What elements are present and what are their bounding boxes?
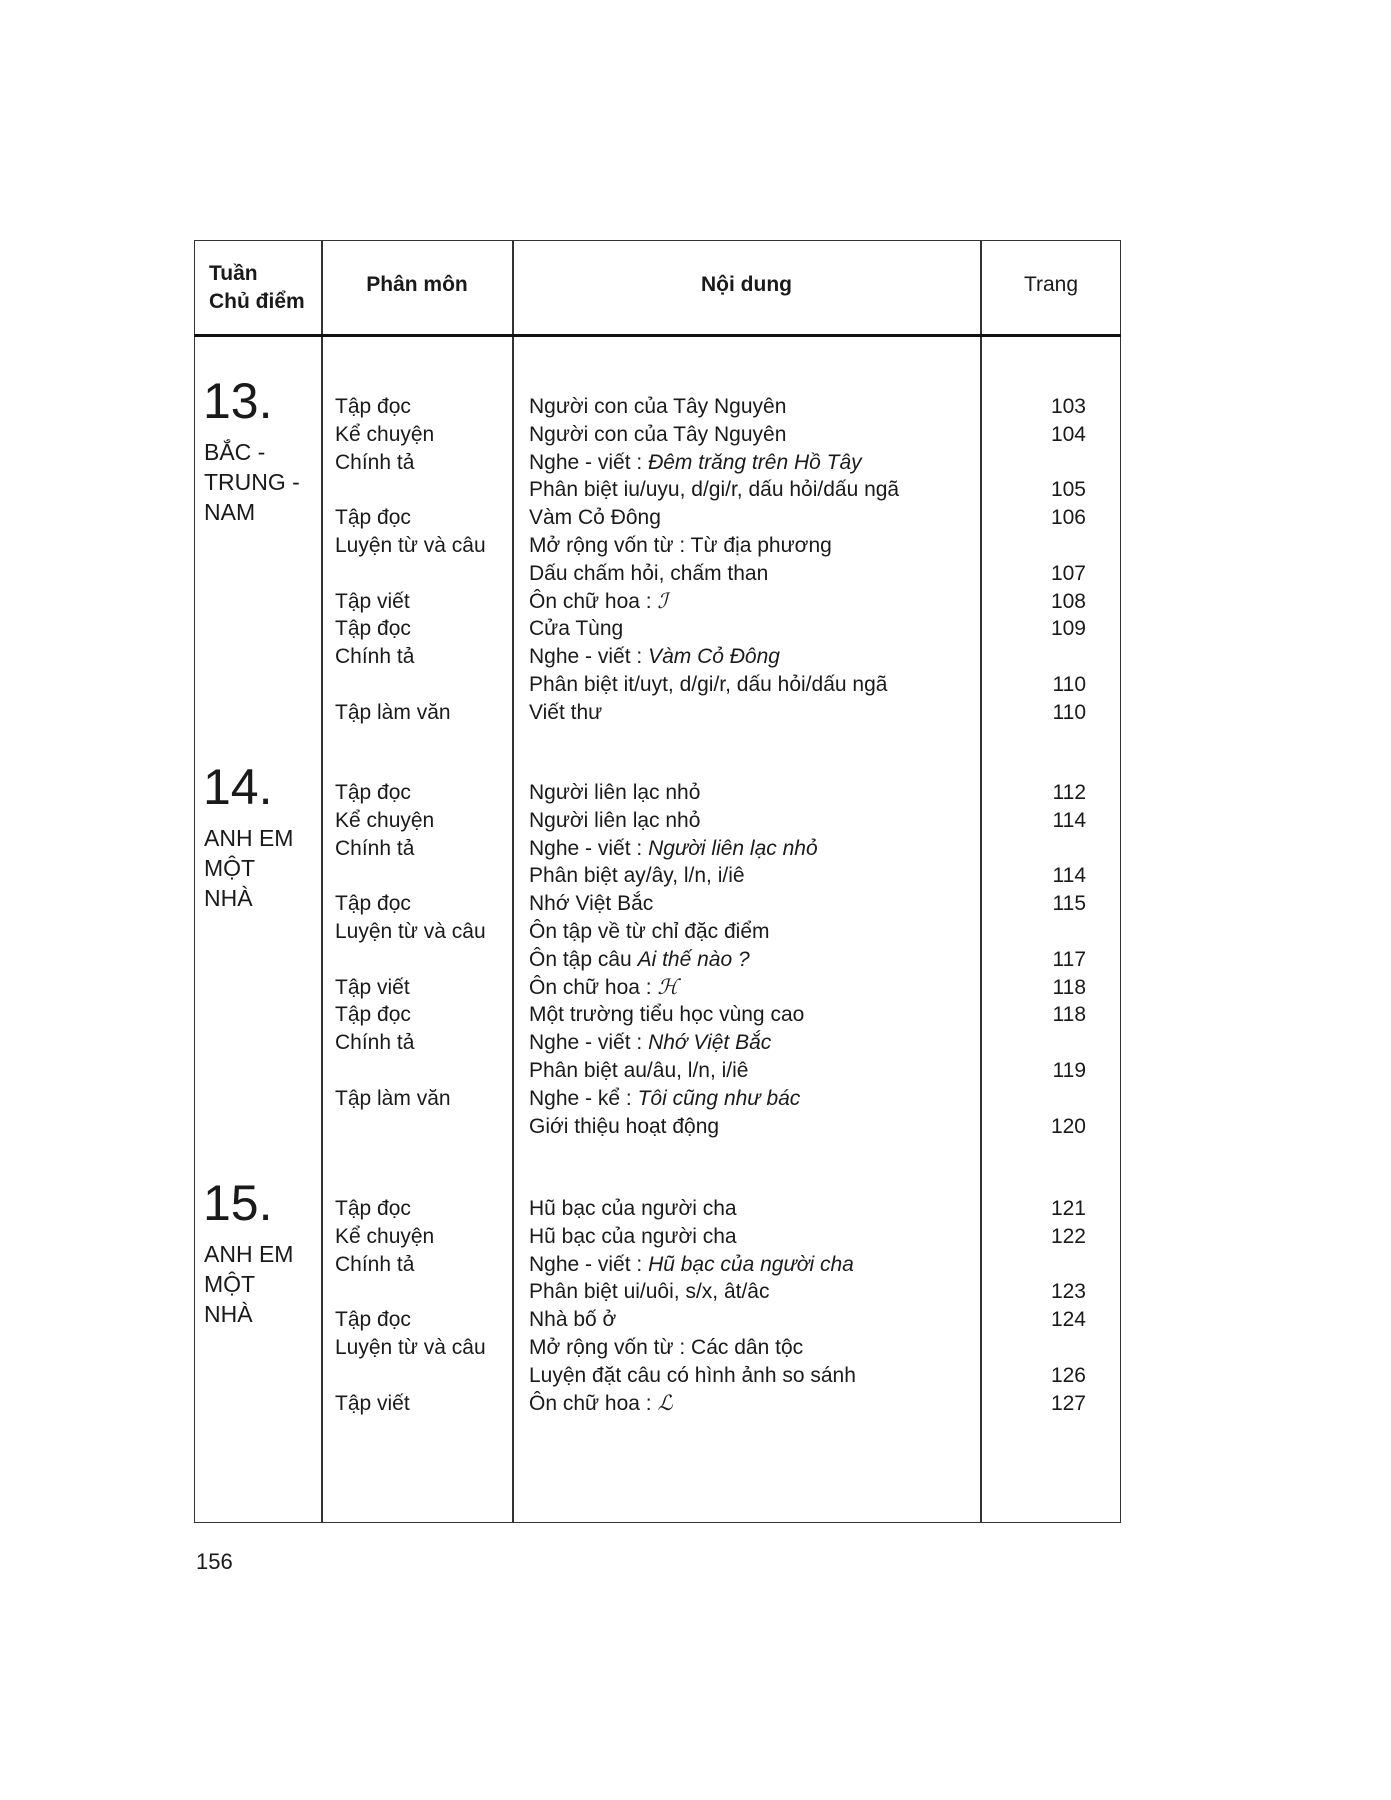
lesson-text: Một trường tiểu học vùng cao <box>529 1003 805 1027</box>
topic-line: ANH EM <box>204 1241 294 1267</box>
subject: Tập viết <box>335 975 410 999</box>
subject: Luyện từ và câu <box>335 534 486 557</box>
lesson-content <box>529 807 700 835</box>
page-ref: 118 <box>1052 975 1086 999</box>
subject: Luyện từ và câu <box>335 1336 486 1359</box>
lesson-text: Nghe - viết : <box>529 1252 649 1276</box>
lesson-content <box>529 946 750 974</box>
lesson-content <box>529 393 786 421</box>
subject: Chính tả <box>335 450 415 474</box>
header-subject: Phân môn <box>366 273 468 296</box>
lesson-content <box>529 588 667 616</box>
header-content: Nội dung <box>701 273 792 296</box>
page-ref: 107 <box>1050 561 1086 585</box>
lesson-content <box>529 1001 804 1029</box>
lesson-content <box>529 862 745 890</box>
lesson-title-italic: Nhớ Việt Bắc <box>648 1031 772 1055</box>
header-week-topic <box>209 260 305 316</box>
topic-line: ANH EM <box>204 825 294 851</box>
subject: Kể chuyện <box>335 808 435 832</box>
subject: Luyện từ và câu <box>335 920 486 943</box>
topic-line: BẮC - <box>204 439 266 465</box>
lesson-content <box>529 1362 856 1390</box>
lesson-text: Nghe - kể : <box>529 1086 638 1110</box>
page-ref: 126 <box>1050 1363 1086 1387</box>
lesson-content <box>529 1113 719 1141</box>
lesson-text: Phân biệt au/âu, l/n, i/iê <box>529 1059 749 1082</box>
column-divider <box>321 240 323 1523</box>
page-ref: 127 <box>1050 1391 1086 1415</box>
lesson-title-italic: ℐ <box>657 589 668 613</box>
page-ref: 120 <box>1050 1114 1086 1138</box>
lesson-content <box>529 699 602 727</box>
page-ref: 103 <box>1050 395 1086 418</box>
lesson-text: Nghe - viết : <box>529 645 649 669</box>
lesson-title-italic: ℋ <box>657 975 679 999</box>
subject: Tập đọc <box>335 1003 411 1027</box>
topic-line: NHÀ <box>204 1301 253 1327</box>
page-ref: 123 <box>1050 1280 1086 1304</box>
lesson-content <box>529 1085 800 1113</box>
lesson-content <box>529 615 623 643</box>
lesson-text: Người con của Tây Nguyên <box>529 422 787 446</box>
header-topic: Chủ điểm <box>209 290 305 313</box>
header-page: Trang <box>1023 273 1079 296</box>
subject: Tập đọc <box>335 395 411 418</box>
page-ref: 122 <box>1050 1224 1086 1248</box>
lesson-text: Nghe - viết : <box>529 1031 649 1055</box>
lesson-text: Người liên lạc nhỏ <box>529 781 701 804</box>
lesson-content <box>529 1251 854 1279</box>
subject: Tập đọc <box>335 617 411 641</box>
lesson-text: Ôn chữ hoa : <box>529 589 658 613</box>
lesson-title-italic: Hũ bạc của người cha <box>648 1252 854 1276</box>
subject: Tập làm văn <box>335 1086 451 1110</box>
lesson-content <box>529 974 678 1002</box>
page-ref: 115 <box>1052 892 1086 916</box>
page-ref: 114 <box>1052 864 1086 888</box>
column-divider <box>980 240 982 1523</box>
header-divider <box>194 334 1121 337</box>
lesson-text: Cửa Tùng <box>529 617 624 641</box>
lesson-content <box>529 779 700 807</box>
lesson-text: Dấu chấm hỏi, chấm than <box>529 561 769 585</box>
lesson-content <box>529 918 770 946</box>
lesson-text: Ôn chữ hoa : <box>529 1391 658 1415</box>
page-ref: 108 <box>1050 589 1086 613</box>
page-ref: 104 <box>1050 422 1086 446</box>
week-topic <box>204 1239 314 1329</box>
subject: Kể chuyện <box>335 422 435 446</box>
lesson-text: Phân biệt iu/uyu, d/gi/r, dấu hỏi/dấu ngã <box>529 478 900 502</box>
lesson-content <box>529 1306 616 1334</box>
lesson-title-italic: Người liên lạc nhỏ <box>648 836 818 860</box>
lesson-text: Luyện đặt câu có hình ảnh so sánh <box>529 1363 856 1387</box>
week-topic <box>204 823 314 913</box>
lesson-content <box>529 1195 737 1223</box>
page-ref: 110 <box>1052 673 1086 696</box>
subject: Tập đọc <box>335 1308 411 1332</box>
topic-line: MỘT <box>204 1271 256 1297</box>
week-number: 13. <box>203 373 273 429</box>
subject: Tập đọc <box>335 1197 411 1220</box>
page-number: 156 <box>196 1549 233 1574</box>
page-ref: 110 <box>1052 700 1086 724</box>
page-ref: 106 <box>1050 506 1086 530</box>
lesson-text: Mở rộng vốn từ : Các dân tộc <box>529 1336 804 1359</box>
lesson-title-italic: ℒ <box>657 1391 673 1415</box>
lesson-text: Người liên lạc nhỏ <box>529 808 701 832</box>
lesson-content <box>529 560 768 588</box>
lesson-content <box>529 421 786 449</box>
topic-line: TRUNG - <box>204 469 300 495</box>
lesson-content <box>529 1223 737 1251</box>
page-ref: 118 <box>1052 1003 1086 1027</box>
lesson-content <box>529 1278 769 1306</box>
subject: Tập viết <box>335 589 410 613</box>
page-ref: 109 <box>1050 617 1086 641</box>
lesson-content <box>529 532 832 560</box>
lesson-text: Hũ bạc của người cha <box>529 1197 737 1220</box>
lesson-text: Phân biệt ay/ây, l/n, i/iê <box>529 864 745 888</box>
subject: Chính tả <box>335 1252 415 1276</box>
topic-line: NHÀ <box>204 885 253 911</box>
page-ref: 119 <box>1052 1059 1086 1082</box>
topic-line: NAM <box>204 499 256 525</box>
lesson-title-italic: Vàm Cỏ Đông <box>648 645 780 669</box>
lesson-content <box>529 504 661 532</box>
week-number: 14. <box>203 759 273 815</box>
page-ref: 121 <box>1050 1197 1086 1220</box>
subject: Tập viết <box>335 1391 410 1415</box>
lesson-title-italic: Tôi cũng như bác <box>637 1086 801 1110</box>
lesson-title-italic: Ai thế nào ? <box>637 947 750 971</box>
lesson-content <box>529 835 818 863</box>
lesson-text: Phân biệt ui/uôi, s/x, ât/âc <box>529 1280 770 1304</box>
lesson-content <box>529 476 899 504</box>
lesson-content <box>529 890 653 918</box>
page-ref: 114 <box>1052 808 1086 832</box>
lesson-title-italic: Đêm trăng trên Hồ Tây <box>648 450 862 474</box>
page-ref: 112 <box>1052 781 1086 804</box>
lesson-content <box>529 671 887 699</box>
subject: Chính tả <box>335 1031 415 1055</box>
lesson-content <box>529 643 780 671</box>
page-ref: 117 <box>1052 947 1086 971</box>
lesson-content <box>529 1029 771 1057</box>
subject: Tập đọc <box>335 506 411 530</box>
lesson-text: Ôn tập câu <box>529 947 638 971</box>
lesson-content <box>529 1334 803 1362</box>
subject: Tập đọc <box>335 892 411 916</box>
lesson-text: Người con của Tây Nguyên <box>529 395 787 418</box>
topic-line: MỘT <box>204 855 256 881</box>
lesson-text: Mở rộng vốn từ : Từ địa phương <box>529 534 832 557</box>
lesson-text: Viết thư <box>529 700 603 724</box>
lesson-content <box>529 1390 673 1418</box>
lesson-content <box>529 1057 749 1085</box>
column-divider <box>512 240 514 1523</box>
lesson-text: Phân biệt it/uyt, d/gi/r, dấu hỏi/dấu ngã <box>529 673 888 696</box>
lesson-text: Nghe - viết : <box>529 450 649 474</box>
lesson-text: Vàm Cỏ Đông <box>529 506 661 530</box>
header-week: Tuần <box>209 262 258 285</box>
page-ref: 124 <box>1050 1308 1086 1332</box>
lesson-text: Giới thiệu hoạt động <box>529 1114 720 1138</box>
lesson-text: Nghe - viết : <box>529 836 649 860</box>
subject: Tập đọc <box>335 781 411 804</box>
lesson-text: Hũ bạc của người cha <box>529 1224 737 1248</box>
subject: Chính tả <box>335 645 415 669</box>
subject: Tập làm văn <box>335 700 451 724</box>
week-topic <box>204 437 314 527</box>
subject: Kể chuyện <box>335 1224 435 1248</box>
lesson-text: Ôn tập về từ chỉ đặc điểm <box>529 920 770 943</box>
lesson-text: Ôn chữ hoa : <box>529 975 658 999</box>
lesson-text: Nhớ Việt Bắc <box>529 892 654 916</box>
subject: Chính tả <box>335 836 415 860</box>
week-number: 15. <box>203 1175 273 1231</box>
lesson-content <box>529 449 862 477</box>
lesson-text: Nhà bố ở <box>529 1308 617 1332</box>
page-ref: 105 <box>1050 478 1086 502</box>
